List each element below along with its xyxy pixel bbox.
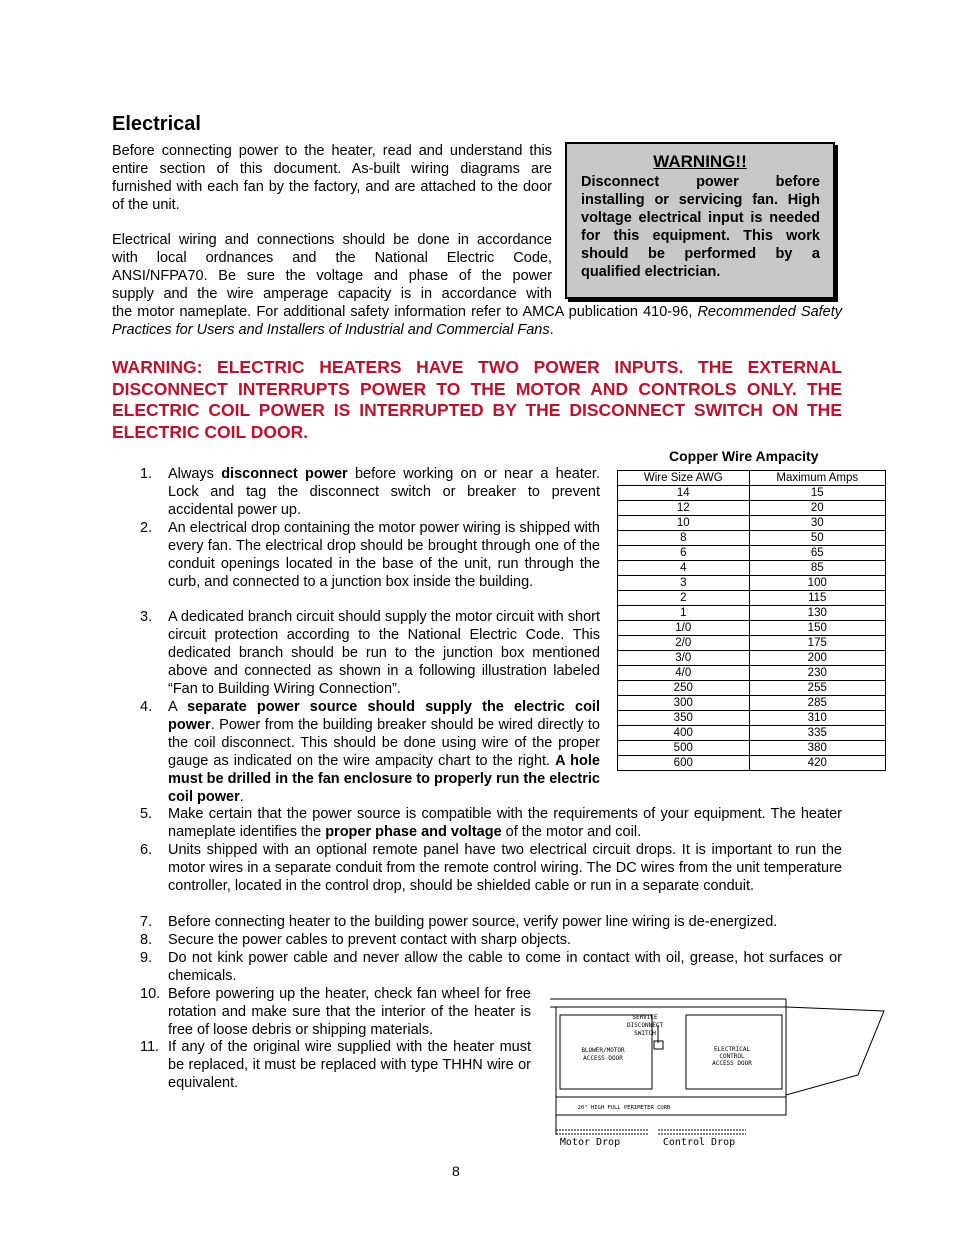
table-body — [618, 486, 886, 771]
max-amps-cell: 310 — [749, 711, 885, 726]
table-row — [618, 531, 886, 546]
table-row — [618, 501, 886, 516]
intro-cont-text: the motor nameplate. For additional safety information refer to AMCA publication 410-96, — [112, 304, 698, 320]
max-amps-cell: 20 — [749, 501, 885, 516]
list-number-1: 1. — [140, 466, 153, 482]
max-amps-cell: 285 — [749, 696, 885, 711]
wire-size-cell: 1 — [618, 606, 750, 621]
copper-wire-ampacity-table — [617, 470, 886, 771]
max-amps-cell: 175 — [749, 636, 885, 651]
max-amps-cell: 15 — [749, 486, 885, 501]
max-amps-cell: 65 — [749, 546, 885, 561]
wire-size-cell: 2 — [618, 591, 750, 606]
list-item-2: An electrical drop containing the motor power wiring is shipped with every fan. The electrical drop should be brought through one of the conduit openings located in the base of the unit, run through the curb, and connected to a junction box inside the building. — [168, 520, 600, 590]
wire-size-cell: 1/0 — [618, 621, 750, 636]
table-row — [618, 546, 886, 561]
text: . Power from the building breaker should be wired directly to the coil disconnect. This should be done using wire of the proper gauge as indicated on the wire ampacity chart to the right. — [168, 717, 600, 769]
emphasis: proper phase and voltage — [325, 824, 502, 840]
list-number-6: 6. — [140, 842, 153, 858]
table-row — [618, 711, 886, 726]
wire-size-cell: 3/0 — [618, 651, 750, 666]
max-amps-cell: 255 — [749, 681, 885, 696]
max-amps-cell: 50 — [749, 531, 885, 546]
ampacity-table-caption: Copper Wire Ampacity — [669, 448, 819, 464]
table-row — [618, 486, 886, 501]
list-item-6: Units shipped with an optional remote panel have two electrical circuit drops. It is important to run the motor wires in a separate conduit from the remote control wiring. The DC wires from the unit temperature controller, located in the control drop, should be shielded cable or run in a separate conduit. — [168, 842, 842, 894]
table-header-row — [618, 471, 886, 486]
max-amps-cell: 200 — [749, 651, 885, 666]
table-row — [618, 516, 886, 531]
elec-label-1: ELECTRICAL — [713, 1046, 751, 1053]
service-label-3: SWITCH — [634, 1030, 656, 1037]
wire-size-cell: 3 — [618, 576, 750, 591]
blower-label-2: ACCESS DOOR — [583, 1055, 623, 1062]
list-item-9: Do not kink power cable and never allow the cable to come in contact with oil, grease, hot surfaces or chemicals. — [168, 950, 842, 984]
emphasis: separate power source should supply the electric coil power — [168, 699, 600, 733]
page-number: 8 — [452, 1163, 460, 1179]
list-number-11: 11. — [140, 1039, 160, 1055]
list-item-1 — [168, 465, 600, 519]
list-number-5: 5. — [140, 806, 153, 822]
intro-line-2: with local ordnances and the National Electric Code, — [112, 250, 552, 266]
intro-line-4: supply and the wire amperage capacity is in accordance with — [112, 286, 552, 302]
intro-period: . — [549, 322, 554, 338]
max-amps-cell: 380 — [749, 741, 885, 756]
max-amps-cell: 150 — [749, 621, 885, 636]
wire-size-cell: 350 — [618, 711, 750, 726]
emphasis: disconnect power — [221, 466, 348, 482]
electric-heater-warning: WARNING: ELECTRIC HEATERS HAVE TWO POWER INPUTS. THE EXTERNAL DISCONNECT INTERRUPTS POWER TO THE MOTOR AND CONTROLS ONLY. THE ELECTRIC COIL POWER IS INTERRUPTED BY THE DISCONNECT SWITCH ON THE ELECTRIC COIL DOOR. — [112, 357, 842, 442]
warning-box — [565, 142, 835, 299]
elec-label-2: CONTROL — [719, 1053, 745, 1060]
wire-size-cell: 8 — [618, 531, 750, 546]
intro-paragraph-1: Before connecting power to the heater, read and understand this entire section of this document. As-built wiring diagrams are furnished with each fan by the factory, and are attached to the door of the unit. — [112, 143, 552, 213]
intro-line-3: ANSI/NFPA70. Be sure the voltage and phase of the power — [112, 268, 552, 284]
table-row — [618, 756, 886, 771]
service-label-1: SERVICE — [632, 1014, 658, 1021]
table-row — [618, 666, 886, 681]
table-row — [618, 561, 886, 576]
wire-size-cell: 300 — [618, 696, 750, 711]
section-heading: Electrical — [112, 113, 201, 135]
list-number-10: 10. — [140, 986, 161, 1002]
wire-size-cell: 14 — [618, 486, 750, 501]
max-amps-cell: 100 — [749, 576, 885, 591]
heater-wiring-diagram — [548, 995, 888, 1155]
list-number-7: 7. — [140, 914, 153, 930]
max-amps-cell: 230 — [749, 666, 885, 681]
wire-size-cell: 2/0 — [618, 636, 750, 651]
wire-size-cell: 600 — [618, 756, 750, 771]
max-amps-cell: 85 — [749, 561, 885, 576]
table-row — [618, 726, 886, 741]
list-item-11: If any of the original wire supplied with the heater must be replaced, it must be replaced with type THHN wire or equivalent. — [168, 1039, 531, 1091]
list-number-2: 2. — [140, 520, 153, 536]
warning-box-title: WARNING!! — [653, 152, 747, 171]
intro-paragraph-2-cont — [112, 303, 842, 339]
text: before working on or near a heater. Lock and tag the disconnect switch or breaker to prevent accidental power up. — [168, 466, 600, 518]
wire-size-cell: 500 — [618, 741, 750, 756]
list-item-5 — [168, 805, 842, 841]
wire-size-cell: 4/0 — [618, 666, 750, 681]
table-row — [618, 681, 886, 696]
warning-box-body: Disconnect power before installing or servicing fan. High voltage electrical input is needed for this equipment. This work should be performed by a qualified electrician. — [581, 174, 820, 280]
blower-label-1: BLOWER/MOTOR — [581, 1047, 625, 1054]
table-row — [618, 621, 886, 636]
table-row — [618, 591, 886, 606]
motor-drop-label: Motor Drop — [559, 1137, 621, 1148]
wire-size-cell: 12 — [618, 501, 750, 516]
intro-line-1: Electrical wiring and connections should be done in accordance — [112, 232, 552, 248]
wire-size-cell: 250 — [618, 681, 750, 696]
table-row — [618, 651, 886, 666]
amca-title: Recommended Safety Practices for Users and Installers of Industrial and Commercial Fans — [112, 304, 842, 338]
intro-paragraph-2 — [112, 231, 552, 303]
max-amps-cell: 335 — [749, 726, 885, 741]
curb-label: 20" HIGH FULL PERIMETER CURB — [577, 1105, 671, 1111]
list-item-8: Secure the power cables to prevent contact with sharp objects. — [168, 932, 571, 948]
col-header-wire-size: Wire Size AWG — [618, 471, 750, 486]
wire-size-cell: 10 — [618, 516, 750, 531]
text: A — [168, 699, 188, 715]
emphasis: A hole must be drilled in the fan enclosure to properly run the electric coil power — [168, 753, 600, 805]
wire-size-cell: 4 — [618, 561, 750, 576]
max-amps-cell: 130 — [749, 606, 885, 621]
wire-size-cell: 400 — [618, 726, 750, 741]
text: . — [239, 789, 244, 805]
list-number-9: 9. — [140, 950, 153, 966]
list-number-4: 4. — [140, 699, 153, 715]
list-number-3: 3. — [140, 609, 153, 625]
table-row — [618, 576, 886, 591]
text: of the motor and coil. — [501, 824, 642, 840]
elec-label-3: ACCESS DOOR — [712, 1060, 752, 1067]
text: Always — [168, 466, 222, 482]
table-row — [618, 606, 886, 621]
wire-size-cell: 6 — [618, 546, 750, 561]
table-row — [618, 636, 886, 651]
list-number-8: 8. — [140, 932, 153, 948]
col-header-max-amps: Maximum Amps — [749, 471, 885, 486]
max-amps-cell: 420 — [749, 756, 885, 771]
max-amps-cell: 30 — [749, 516, 885, 531]
list-item-3: A dedicated branch circuit should supply the motor circuit with short circuit protection according to the National Electric Code. This dedicated branch should be run to the junction box mentioned above and connected as shown in a following illustration labeled “Fan to Building Wiring Connection”. — [168, 609, 600, 697]
table-row — [618, 696, 886, 711]
list-item-4 — [168, 698, 600, 806]
max-amps-cell: 115 — [749, 591, 885, 606]
list-item-10: Before powering up the heater, check fan wheel for free rotation and make sure that the interior of the heater is free of loose debris or shipping materials. — [168, 986, 531, 1038]
list-item-7: Before connecting heater to the building power source, verify power line wiring is de-energized. — [168, 914, 778, 930]
control-drop-label: Control Drop — [662, 1137, 736, 1148]
text: Make certain that the power source is compatible with the requirements of your equipment. The heater nameplate identifies the — [168, 806, 842, 840]
service-label-2: DISCONNECT — [626, 1022, 664, 1029]
table-row — [618, 741, 886, 756]
